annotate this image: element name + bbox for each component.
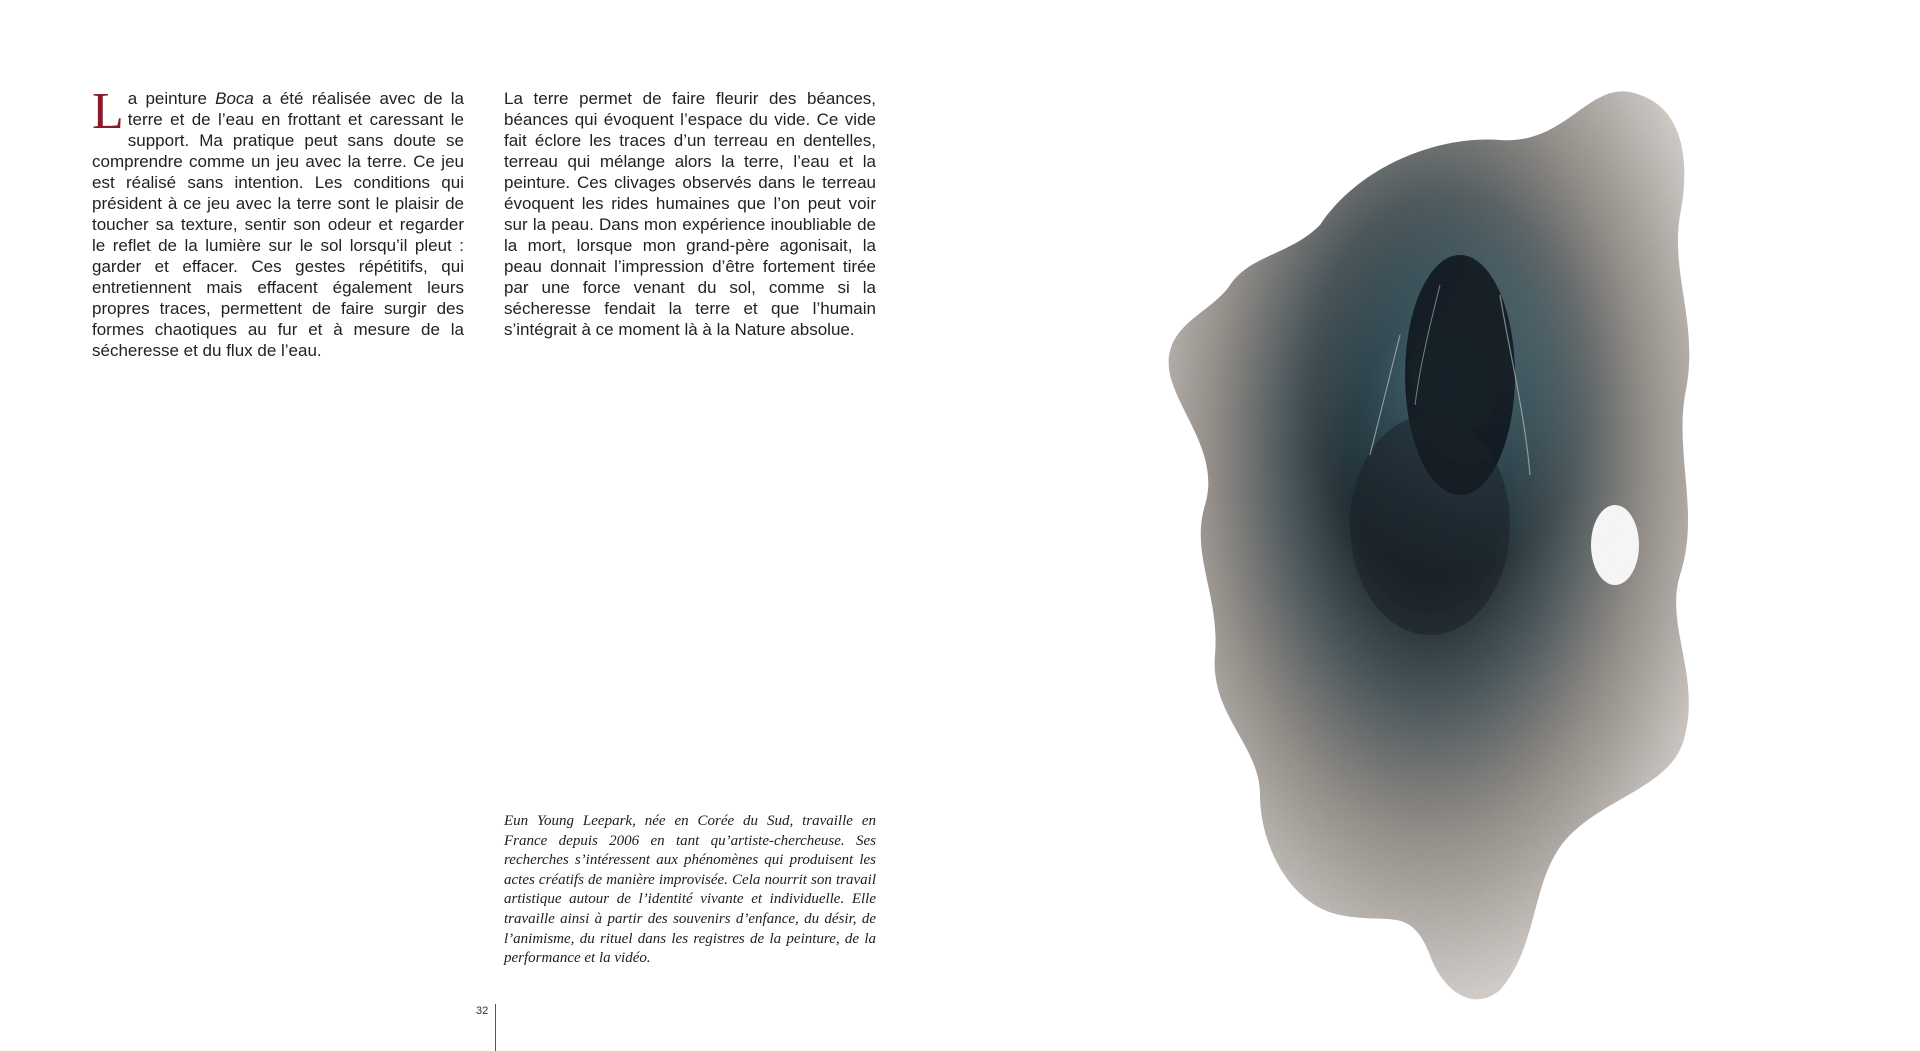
work-title: Boca xyxy=(215,89,254,108)
earth-painting-image xyxy=(1140,55,1780,1015)
page-number: 32 xyxy=(476,1005,489,1017)
middle-text-column: La terre permet de faire fleurir des béances, béances qui évoquent l’espace du vide. Ce vide fait éclore les traces d’un terreau en dentelles, terreau qui mélange alors la terre, l’eau et la peinture. Ces clivages observés dans le terreau évoquent les rides humaines que l’on peut voir sur la peau. Dans mon expérience inoubliable de la mort, lorsque mon grand-père agonisait, la peau donnait l’impression d’être fortement tirée par une force venant du sol, comme si la sécheresse fendait la terre et que l’humain s’intégrait à ce moment là à la Nature absolue. xyxy=(504,89,876,339)
left-text-column xyxy=(92,83,464,361)
drop-cap: L xyxy=(92,83,124,140)
left-text-intro: a peinture xyxy=(127,89,216,108)
left-text-body: a été réalisée avec de la terre et de l’eau en frottant et caressant le support. Ma pratique peut sans doute se comprendre comme un jeu avec la terre. Ce jeu est réalisé sans intention. Les conditions qui président à ce jeu avec la terre sont le plaisir de toucher sa texture, sentir son odeur et regarder le reflet de la lumière sur le sol lorsqu’il pleut : garder et effacer. Ces gestes répétitifs, qui entretiennent mais effacent également leurs propres traces, permettent de faire surgir des formes chaotiques au fur et à mesure de la sécheresse et du flux de l’eau. xyxy=(92,89,464,360)
folio-rule xyxy=(495,1004,496,1051)
artist-bio: Eun Young Leepark, née en Corée du Sud, travaille en France depuis 2006 en tant qu’artiste-chercheuse. Ses recherches s’intéressent aux phénomènes qui produisent les actes créatifs de manière improvisée. Cela nourrit son travail artistique autour de l’identité vivante et individuelle. Elle travaille ainsi à partir des souvenirs d’enfance, du désir, de l’animisme, du rituel dans les registres de la peinture, de la performance et la vidéo. xyxy=(504,813,876,967)
